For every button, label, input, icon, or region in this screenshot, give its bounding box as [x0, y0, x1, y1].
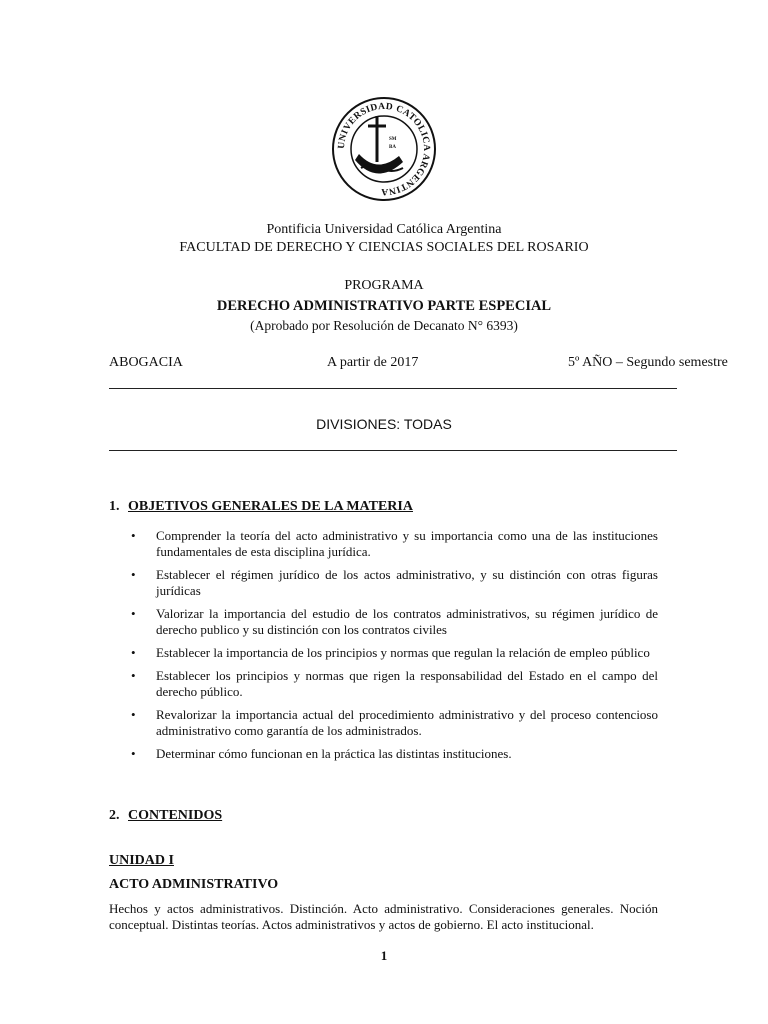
unit-title: UNIDAD I: [109, 853, 174, 868]
list-item: [109, 707, 658, 739]
bullet-icon: •: [131, 746, 136, 761]
seal-text: UNIVERSIDAD CATOLICA ARGENTINA: [336, 101, 432, 197]
list-item: [109, 645, 658, 661]
program-label: PROGRAMA: [344, 278, 424, 293]
bullet-icon: •: [131, 528, 136, 543]
list-item-text: Valorizar la importancia del estudio de los contratos administrativos, su régimen jurídico de derecho publico y su distinción con los contratos civiles: [156, 606, 658, 637]
university-name: Pontificia Universidad Católica Argentina: [266, 222, 502, 237]
bullet-icon: •: [131, 668, 136, 683]
unit-body-text: Hechos y actos administrativos. Distinción. Acto administrativo. Consideraciones generales. Noción conceptual. Distintas teorías. Actos administrativos y actos de gobierno. El acto institucional.: [109, 901, 658, 932]
list-item-text: Revalorizar la importancia actual del procedimiento administrativo y del proceso contencioso administrativo como garantía de los administrados.: [156, 707, 658, 738]
faculty-name: FACULTAD DE DERECHO Y CIENCIAS SOCIALES DEL ROSARIO: [179, 240, 589, 255]
section-contents-heading: [109, 808, 222, 824]
start-year-label: A partir de 2017: [327, 355, 419, 370]
career-label: ABOGACIA: [109, 355, 183, 370]
unit-subtitle: ACTO ADMINISTRATIVO: [109, 877, 279, 892]
list-item: [109, 746, 658, 762]
list-item-text: Determinar cómo funcionan en la práctica las distintas instituciones.: [156, 746, 512, 761]
subject-title: DERECHO ADMINISTRATIVO PARTE ESPECIAL: [216, 298, 552, 314]
list-item-text: Establecer la importancia de los principios y normas que regulan la relación de empleo público: [156, 645, 650, 660]
bullet-icon: •: [131, 707, 136, 722]
list-item: [109, 606, 658, 638]
section-number: 2.: [109, 808, 120, 823]
section-objectives-heading: [109, 499, 413, 515]
seal-initials-1: SM: [389, 137, 397, 142]
bullet-icon: •: [131, 645, 136, 660]
course-year-label: 5º AÑO – Segundo semestre: [568, 355, 728, 370]
list-item: [109, 668, 658, 700]
list-item: [109, 528, 658, 560]
section-title: OBJETIVOS GENERALES DE LA MATERIA: [128, 499, 413, 514]
page-number: 1: [380, 948, 388, 963]
section-number: 1.: [109, 499, 120, 514]
university-seal: [331, 96, 437, 202]
seal-initials-2: BA: [389, 145, 396, 150]
section-title: CONTENIDOS: [128, 808, 223, 823]
list-item-text: Establecer los principios y normas que rigen la responsabilidad del Estado en el campo del derecho público.: [156, 668, 658, 699]
list-item-text: Comprender la teoría del acto administrativo y su importancia como una de las instituciones fundamentales de esta disciplina jurídica.: [156, 528, 658, 559]
divider-line: [109, 450, 677, 451]
bullet-icon: •: [131, 606, 136, 621]
list-item: [109, 567, 658, 599]
approval-note: (Aprobado por Resolución de Decanato N° 6393): [250, 318, 518, 333]
list-item-text: Establecer el régimen jurídico de los actos administrativo, y su distinción con otras figuras jurídicas: [156, 567, 658, 598]
divisions-label: DIVISIONES: TODAS: [316, 416, 452, 432]
bullet-icon: •: [131, 567, 136, 582]
cross-anchor-seal-icon: [331, 96, 437, 202]
divider-line: [109, 388, 677, 389]
objectives-list: [109, 528, 658, 769]
